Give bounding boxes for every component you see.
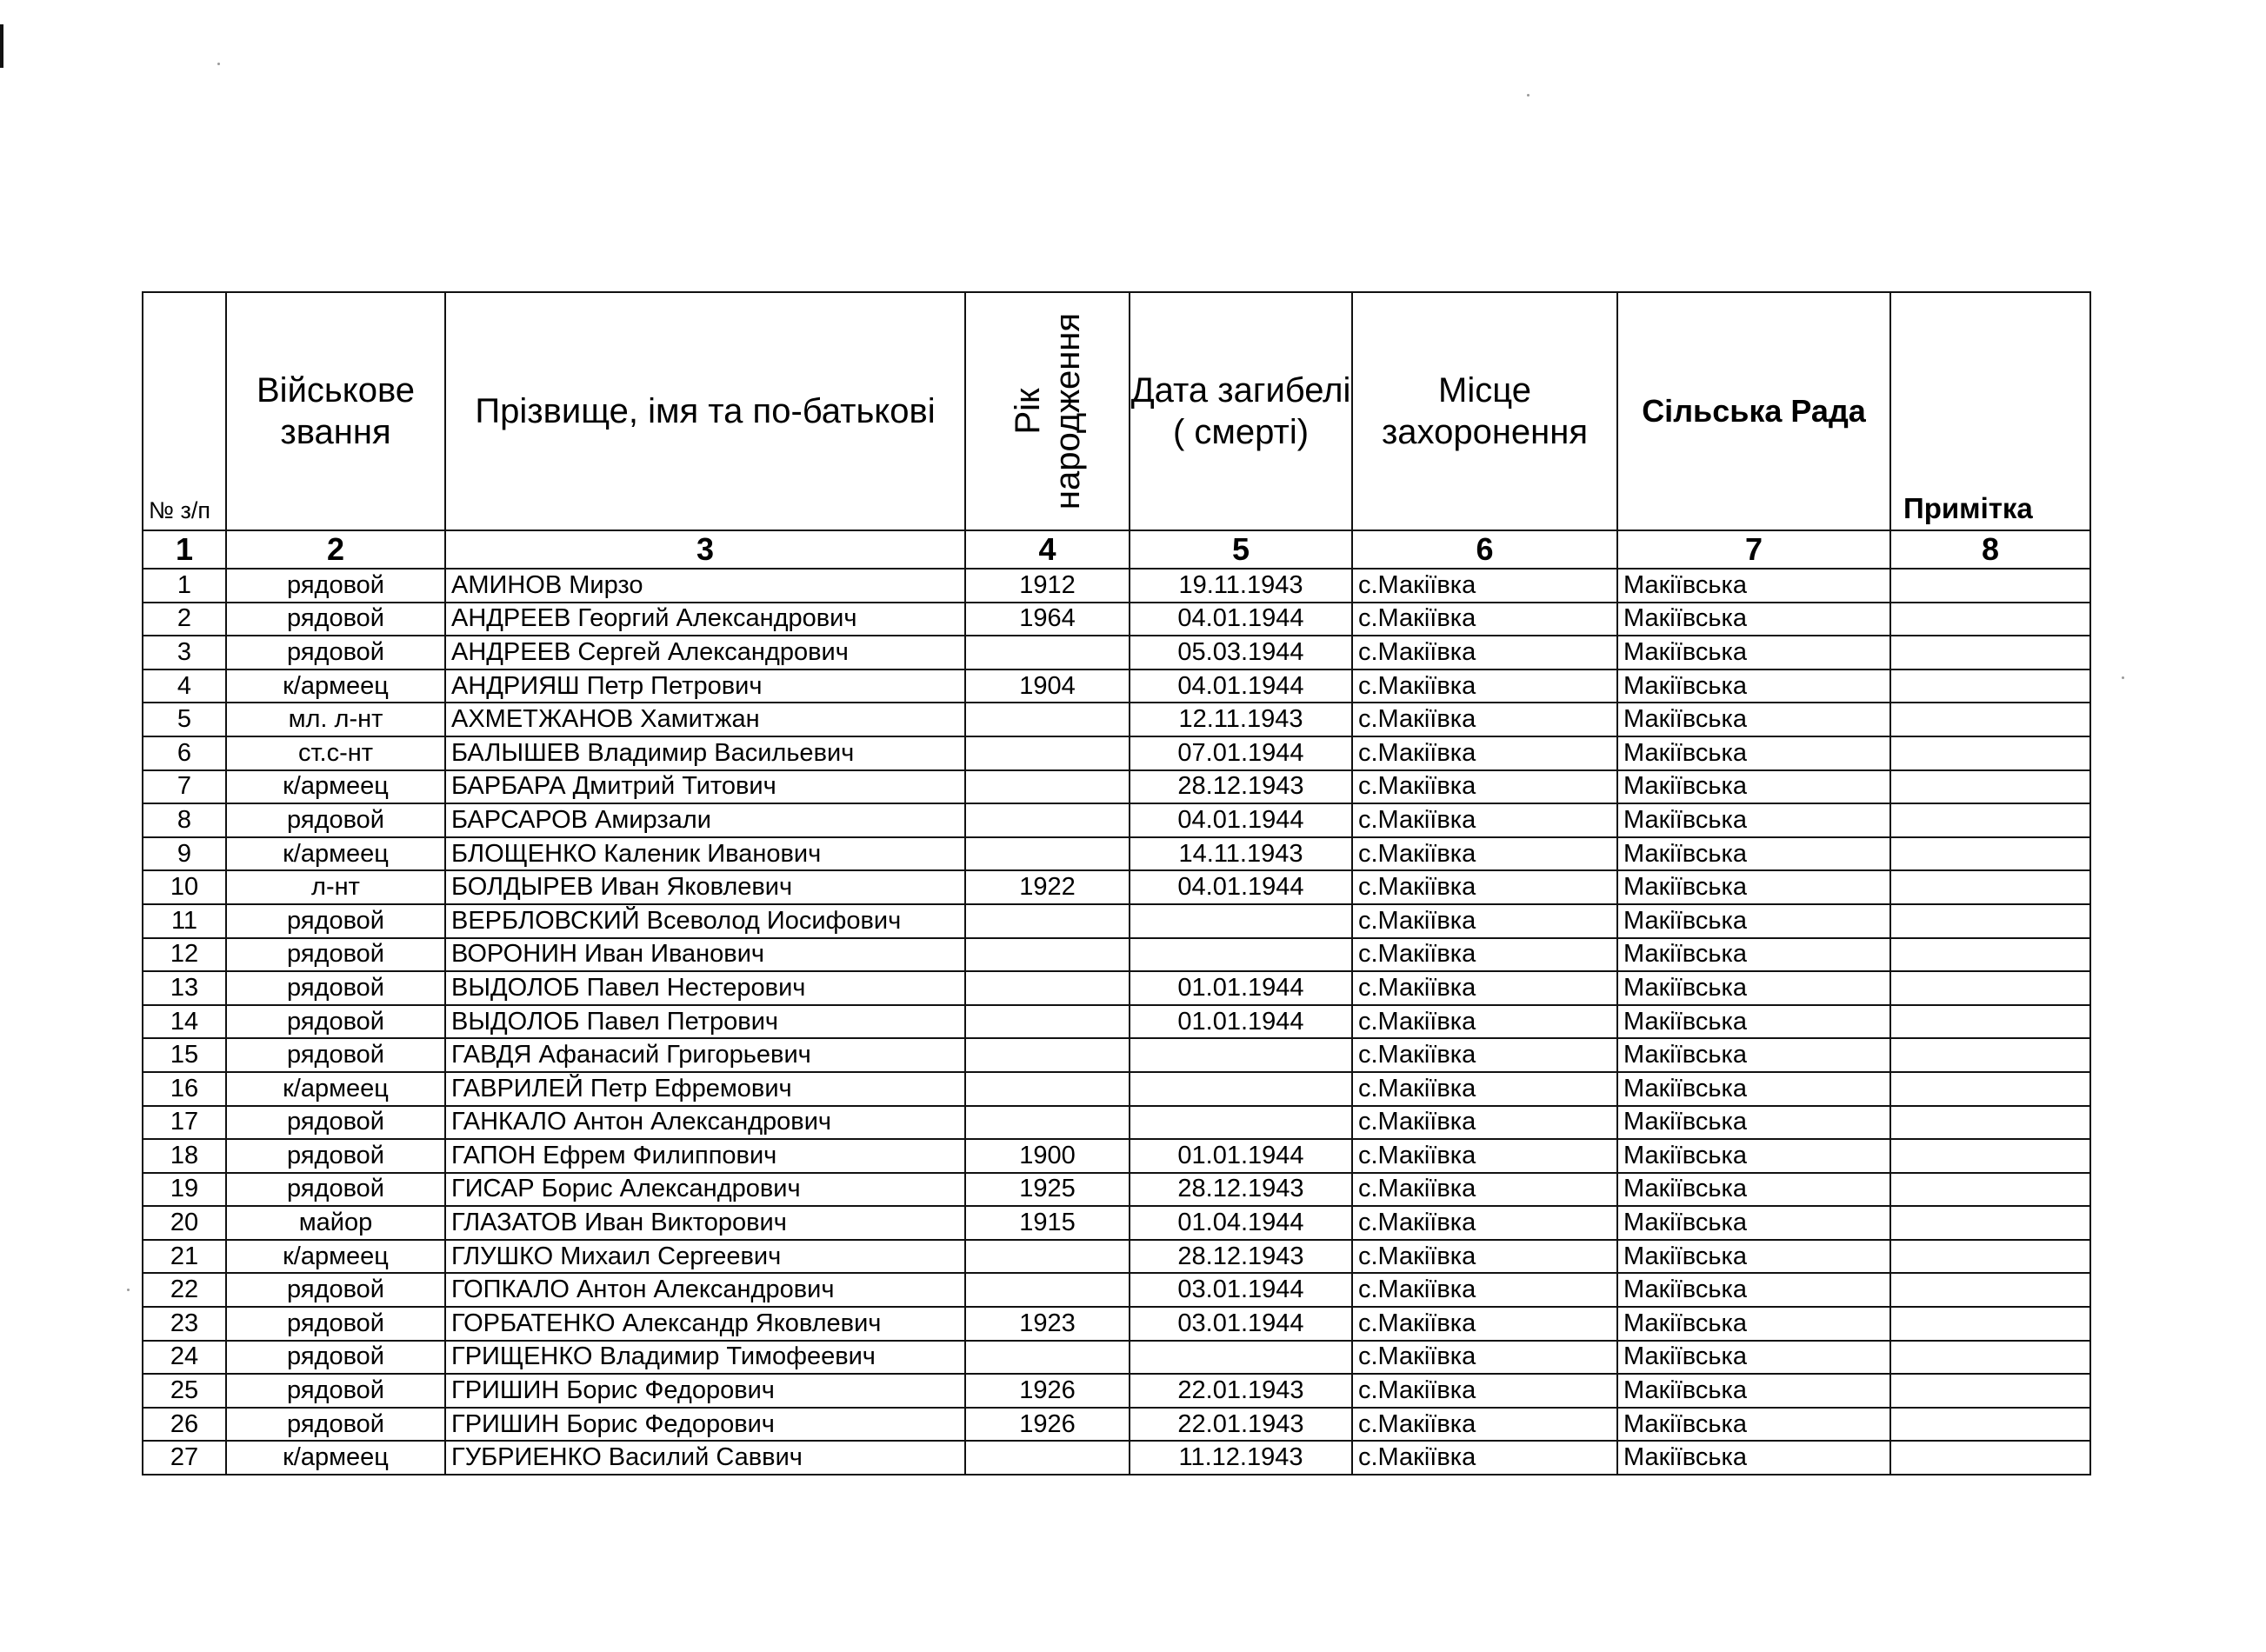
birth-year-cell: 1926 bbox=[965, 1374, 1130, 1408]
rank-cell: рядовой bbox=[226, 1307, 445, 1341]
table-row bbox=[143, 1005, 2090, 1039]
rank-cell: рядовой bbox=[226, 971, 445, 1005]
burial-place-cell: с.Макіївка bbox=[1352, 770, 1617, 804]
burial-place-cell: с.Макіївка bbox=[1352, 736, 1617, 770]
death-date-cell bbox=[1130, 1038, 1352, 1072]
birth-year-cell bbox=[965, 1005, 1130, 1039]
village-council-cell: Макіївська bbox=[1617, 603, 1890, 636]
note-cell bbox=[1890, 603, 2090, 636]
village-council-cell: Макіївська bbox=[1617, 770, 1890, 804]
row-number: 8 bbox=[143, 803, 226, 837]
birth-year-cell: 1915 bbox=[965, 1206, 1130, 1240]
birth-year-cell bbox=[965, 1038, 1130, 1072]
village-council-cell: Макіївська bbox=[1617, 1106, 1890, 1140]
rank-cell: к/армеец bbox=[226, 770, 445, 804]
birth-year-cell: 1904 bbox=[965, 669, 1130, 703]
rank-cell: рядовой bbox=[226, 1038, 445, 1072]
row-number: 2 bbox=[143, 603, 226, 636]
village-council-cell: Макіївська bbox=[1617, 904, 1890, 938]
burial-place-cell: с.Макіївка bbox=[1352, 1106, 1617, 1140]
table-row bbox=[143, 1240, 2090, 1274]
birth-year-cell bbox=[965, 1240, 1130, 1274]
table-row bbox=[143, 803, 2090, 837]
birth-year-cell bbox=[965, 1441, 1130, 1475]
row-number: 11 bbox=[143, 904, 226, 938]
birth-year-cell: 1912 bbox=[965, 569, 1130, 603]
row-number: 3 bbox=[143, 636, 226, 669]
full-name-cell: ВЫДОЛОБ Павел Нестерович bbox=[445, 971, 965, 1005]
note-cell bbox=[1890, 904, 2090, 938]
row-number: 24 bbox=[143, 1341, 226, 1375]
death-date-cell: 04.01.1944 bbox=[1130, 603, 1352, 636]
table-row bbox=[143, 971, 2090, 1005]
note-cell bbox=[1890, 971, 2090, 1005]
death-date-cell: 22.01.1943 bbox=[1130, 1374, 1352, 1408]
scan-speck bbox=[1527, 94, 1530, 97]
row-number: 5 bbox=[143, 703, 226, 736]
note-cell bbox=[1890, 1341, 2090, 1375]
row-number: 21 bbox=[143, 1240, 226, 1274]
row-number: 20 bbox=[143, 1206, 226, 1240]
column-number: 1 bbox=[143, 530, 226, 569]
row-number: 25 bbox=[143, 1374, 226, 1408]
birth-year-cell: 1922 bbox=[965, 870, 1130, 904]
full-name-cell: БОЛДЫРЕВ Иван Яковлевич bbox=[445, 870, 965, 904]
birth-year-cell bbox=[965, 1273, 1130, 1307]
village-council-cell: Макіївська bbox=[1617, 703, 1890, 736]
burial-place-cell: с.Макіївка bbox=[1352, 803, 1617, 837]
table-row bbox=[143, 603, 2090, 636]
row-number: 6 bbox=[143, 736, 226, 770]
birth-year-cell bbox=[965, 904, 1130, 938]
rank-cell: рядовой bbox=[226, 1374, 445, 1408]
burial-place-cell: с.Макіївка bbox=[1352, 1341, 1617, 1375]
full-name-cell: БАЛЫШЕВ Владимир Васильевич bbox=[445, 736, 965, 770]
row-number: 13 bbox=[143, 971, 226, 1005]
village-council-cell: Макіївська bbox=[1617, 837, 1890, 871]
note-cell bbox=[1890, 1106, 2090, 1140]
full-name-cell: БАРБАРА Дмитрий Титович bbox=[445, 770, 965, 804]
village-council-cell: Макіївська bbox=[1617, 636, 1890, 669]
note-cell bbox=[1890, 1072, 2090, 1106]
burial-place-cell: с.Макіївка bbox=[1352, 1408, 1617, 1442]
row-number: 4 bbox=[143, 669, 226, 703]
full-name-cell: ГУБРИЕНКО Василий Саввич bbox=[445, 1441, 965, 1475]
row-number: 23 bbox=[143, 1307, 226, 1341]
column-number: 5 bbox=[1130, 530, 1352, 569]
header-birth-year bbox=[965, 292, 1130, 530]
rank-cell: рядовой bbox=[226, 1408, 445, 1442]
full-name-cell: ГАВДЯ Афанасий Григорьевич bbox=[445, 1038, 965, 1072]
death-date-cell: 14.11.1943 bbox=[1130, 837, 1352, 871]
scan-speck bbox=[127, 1289, 130, 1291]
row-number: 22 bbox=[143, 1273, 226, 1307]
death-date-cell bbox=[1130, 938, 1352, 972]
full-name-cell: ГАПОН Ефрем Филиппович bbox=[445, 1139, 965, 1173]
table-row bbox=[143, 837, 2090, 871]
death-date-cell: 28.12.1943 bbox=[1130, 1173, 1352, 1207]
village-council-cell: Макіївська bbox=[1617, 1139, 1890, 1173]
full-name-cell: ВЫДОЛОБ Павел Петрович bbox=[445, 1005, 965, 1039]
birth-year-cell: 1964 bbox=[965, 603, 1130, 636]
header-full-name: Прізвище, імя та по-батькові bbox=[445, 292, 965, 530]
column-number: 7 bbox=[1617, 530, 1890, 569]
village-council-cell: Макіївська bbox=[1617, 1341, 1890, 1375]
row-number: 27 bbox=[143, 1441, 226, 1475]
village-council-cell: Макіївська bbox=[1617, 803, 1890, 837]
scan-speck bbox=[2122, 676, 2124, 679]
column-number: 8 bbox=[1890, 530, 2090, 569]
burial-place-cell: с.Макіївка bbox=[1352, 1206, 1617, 1240]
table-row bbox=[143, 904, 2090, 938]
rank-cell: мл. л-нт bbox=[226, 703, 445, 736]
rank-cell: к/армеец bbox=[226, 1240, 445, 1274]
burial-place-cell: с.Макіївка bbox=[1352, 904, 1617, 938]
header-birth-year-label: Рік народження bbox=[1008, 312, 1087, 510]
birth-year-cell bbox=[965, 1106, 1130, 1140]
table-row bbox=[143, 1441, 2090, 1475]
birth-year-cell bbox=[965, 837, 1130, 871]
table-row bbox=[143, 636, 2090, 669]
village-council-cell: Макіївська bbox=[1617, 1038, 1890, 1072]
row-number: 9 bbox=[143, 837, 226, 871]
rank-cell: к/армеец bbox=[226, 1072, 445, 1106]
note-cell bbox=[1890, 837, 2090, 871]
death-date-cell bbox=[1130, 1106, 1352, 1140]
rank-cell: ст.с-нт bbox=[226, 736, 445, 770]
row-number: 19 bbox=[143, 1173, 226, 1207]
header-note: Примітка bbox=[1890, 292, 2090, 530]
full-name-cell: ГАНКАЛО Антон Александрович bbox=[445, 1106, 965, 1140]
death-date-cell: 04.01.1944 bbox=[1130, 870, 1352, 904]
full-name-cell: ГРИШИН Борис Федорович bbox=[445, 1408, 965, 1442]
death-date-cell: 03.01.1944 bbox=[1130, 1273, 1352, 1307]
full-name-cell: ВЕРБЛОВСКИЙ Всеволод Иосифович bbox=[445, 904, 965, 938]
note-cell bbox=[1890, 1408, 2090, 1442]
birth-year-cell bbox=[965, 938, 1130, 972]
full-name-cell: БАРСАРОВ Амирзали bbox=[445, 803, 965, 837]
birth-year-cell bbox=[965, 971, 1130, 1005]
village-council-cell: Макіївська bbox=[1617, 1307, 1890, 1341]
note-cell bbox=[1890, 870, 2090, 904]
table-row bbox=[143, 1408, 2090, 1442]
rank-cell: рядовой bbox=[226, 636, 445, 669]
full-name-cell: АНДРИЯШ Петр Петрович bbox=[445, 669, 965, 703]
scan-speck bbox=[217, 63, 220, 65]
row-number: 1 bbox=[143, 569, 226, 603]
full-name-cell: АМИНОВ Мирзо bbox=[445, 569, 965, 603]
birth-year-cell bbox=[965, 736, 1130, 770]
village-council-cell: Макіївська bbox=[1617, 1240, 1890, 1274]
birth-year-cell: 1925 bbox=[965, 1173, 1130, 1207]
column-number: 2 bbox=[226, 530, 445, 569]
header-death-date: Дата загибелі ( смерті) bbox=[1130, 292, 1352, 530]
rank-cell: майор bbox=[226, 1206, 445, 1240]
row-number: 7 bbox=[143, 770, 226, 804]
column-number-row bbox=[143, 530, 2090, 569]
rank-cell: рядовой bbox=[226, 1341, 445, 1375]
rank-cell: л-нт bbox=[226, 870, 445, 904]
death-date-cell: 22.01.1943 bbox=[1130, 1408, 1352, 1442]
row-number: 26 bbox=[143, 1408, 226, 1442]
burial-place-cell: с.Макіївка bbox=[1352, 1038, 1617, 1072]
burial-place-cell: с.Макіївка bbox=[1352, 636, 1617, 669]
burial-place-cell: с.Макіївка bbox=[1352, 1173, 1617, 1207]
rank-cell: к/армеец bbox=[226, 1441, 445, 1475]
village-council-cell: Макіївська bbox=[1617, 1408, 1890, 1442]
village-council-cell: Макіївська bbox=[1617, 1441, 1890, 1475]
rank-cell: рядовой bbox=[226, 904, 445, 938]
death-date-cell: 11.12.1943 bbox=[1130, 1441, 1352, 1475]
rank-cell: рядовой bbox=[226, 1273, 445, 1307]
village-council-cell: Макіївська bbox=[1617, 1273, 1890, 1307]
burial-place-cell: с.Макіївка bbox=[1352, 938, 1617, 972]
full-name-cell: АХМЕТЖАНОВ Хамитжан bbox=[445, 703, 965, 736]
birth-year-cell bbox=[965, 1072, 1130, 1106]
full-name-cell: ВОРОНИН Иван Иванович bbox=[445, 938, 965, 972]
row-number: 14 bbox=[143, 1005, 226, 1039]
burial-place-cell: с.Макіївка bbox=[1352, 1441, 1617, 1475]
table-row bbox=[143, 1273, 2090, 1307]
death-date-cell bbox=[1130, 1072, 1352, 1106]
table-row bbox=[143, 1106, 2090, 1140]
table-row bbox=[143, 703, 2090, 736]
full-name-cell: БЛОЩЕНКО Каленик Иванович bbox=[445, 837, 965, 871]
full-name-cell: ГАВРИЛЕЙ Петр Ефремович bbox=[445, 1072, 965, 1106]
note-cell bbox=[1890, 1374, 2090, 1408]
table-row bbox=[143, 1307, 2090, 1341]
note-cell bbox=[1890, 1005, 2090, 1039]
village-council-cell: Макіївська bbox=[1617, 938, 1890, 972]
burial-place-cell: с.Макіївка bbox=[1352, 1307, 1617, 1341]
column-number: 6 bbox=[1352, 530, 1617, 569]
table-row bbox=[143, 669, 2090, 703]
row-number: 16 bbox=[143, 1072, 226, 1106]
header-rank: Військове звання bbox=[226, 292, 445, 530]
burial-place-cell: с.Макіївка bbox=[1352, 870, 1617, 904]
birth-year-cell bbox=[965, 770, 1130, 804]
full-name-cell: ГОПКАЛО Антон Александрович bbox=[445, 1273, 965, 1307]
note-cell bbox=[1890, 1273, 2090, 1307]
death-date-cell: 28.12.1943 bbox=[1130, 770, 1352, 804]
table-row bbox=[143, 1341, 2090, 1375]
note-cell bbox=[1890, 703, 2090, 736]
note-cell bbox=[1890, 1240, 2090, 1274]
burial-place-cell: с.Макіївка bbox=[1352, 1240, 1617, 1274]
death-date-cell: 03.01.1944 bbox=[1130, 1307, 1352, 1341]
birth-year-cell: 1926 bbox=[965, 1408, 1130, 1442]
full-name-cell: ГИСАР Борис Александрович bbox=[445, 1173, 965, 1207]
death-date-cell: 12.11.1943 bbox=[1130, 703, 1352, 736]
birth-year-cell bbox=[965, 803, 1130, 837]
note-cell bbox=[1890, 938, 2090, 972]
birth-year-cell bbox=[965, 703, 1130, 736]
full-name-cell: ГОРБАТЕНКО Александр Яковлевич bbox=[445, 1307, 965, 1341]
death-date-cell bbox=[1130, 904, 1352, 938]
note-cell bbox=[1890, 770, 2090, 804]
burial-place-cell: с.Макіївка bbox=[1352, 1072, 1617, 1106]
header-row bbox=[143, 292, 2090, 530]
note-cell bbox=[1890, 1307, 2090, 1341]
full-name-cell: АНДРЕЕВ Сергей Александрович bbox=[445, 636, 965, 669]
death-date-cell: 04.01.1944 bbox=[1130, 803, 1352, 837]
death-date-cell: 01.01.1944 bbox=[1130, 1139, 1352, 1173]
column-number: 4 bbox=[965, 530, 1130, 569]
table-row bbox=[143, 1139, 2090, 1173]
village-council-cell: Макіївська bbox=[1617, 669, 1890, 703]
burial-place-cell: с.Макіївка bbox=[1352, 971, 1617, 1005]
note-cell bbox=[1890, 569, 2090, 603]
note-cell bbox=[1890, 736, 2090, 770]
table-row bbox=[143, 1038, 2090, 1072]
table-row bbox=[143, 1206, 2090, 1240]
full-name-cell: ГРИШИН Борис Федорович bbox=[445, 1374, 965, 1408]
rank-cell: к/армеец bbox=[226, 837, 445, 871]
burial-place-cell: с.Макіївка bbox=[1352, 703, 1617, 736]
death-date-cell bbox=[1130, 1341, 1352, 1375]
burial-place-cell: с.Макіївка bbox=[1352, 1005, 1617, 1039]
table-row bbox=[143, 1072, 2090, 1106]
header-village-council: Сільська Рада bbox=[1617, 292, 1890, 530]
village-council-cell: Макіївська bbox=[1617, 1005, 1890, 1039]
row-number: 18 bbox=[143, 1139, 226, 1173]
column-number: 3 bbox=[445, 530, 965, 569]
village-council-cell: Макіївська bbox=[1617, 1072, 1890, 1106]
burial-place-cell: с.Макіївка bbox=[1352, 1273, 1617, 1307]
birth-year-cell bbox=[965, 1341, 1130, 1375]
burial-place-cell: с.Макіївка bbox=[1352, 669, 1617, 703]
rank-cell: рядовой bbox=[226, 1106, 445, 1140]
burial-registry-table bbox=[142, 291, 2091, 1475]
burial-place-cell: с.Макіївка bbox=[1352, 569, 1617, 603]
table-row bbox=[143, 770, 2090, 804]
birth-year-cell bbox=[965, 636, 1130, 669]
row-number: 15 bbox=[143, 1038, 226, 1072]
village-council-cell: Макіївська bbox=[1617, 971, 1890, 1005]
burial-place-cell: с.Макіївка bbox=[1352, 1139, 1617, 1173]
rank-cell: рядовой bbox=[226, 1139, 445, 1173]
rank-cell: рядовой bbox=[226, 1173, 445, 1207]
birth-year-cell: 1900 bbox=[965, 1139, 1130, 1173]
death-date-cell: 05.03.1944 bbox=[1130, 636, 1352, 669]
header-number: № з/п bbox=[143, 292, 226, 530]
death-date-cell: 19.11.1943 bbox=[1130, 569, 1352, 603]
rank-cell: к/армеец bbox=[226, 669, 445, 703]
row-number: 17 bbox=[143, 1106, 226, 1140]
death-date-cell: 28.12.1943 bbox=[1130, 1240, 1352, 1274]
note-cell bbox=[1890, 1038, 2090, 1072]
rank-cell: рядовой bbox=[226, 603, 445, 636]
full-name-cell: ГРИЩЕНКО Владимир Тимофеевич bbox=[445, 1341, 965, 1375]
table-row bbox=[143, 1374, 2090, 1408]
rank-cell: рядовой bbox=[226, 569, 445, 603]
table-row bbox=[143, 1173, 2090, 1207]
village-council-cell: Макіївська bbox=[1617, 1374, 1890, 1408]
burial-place-cell: с.Макіївка bbox=[1352, 603, 1617, 636]
village-council-cell: Макіївська bbox=[1617, 1206, 1890, 1240]
note-cell bbox=[1890, 636, 2090, 669]
death-date-cell: 07.01.1944 bbox=[1130, 736, 1352, 770]
village-council-cell: Макіївська bbox=[1617, 736, 1890, 770]
full-name-cell: ГЛАЗАТОВ Иван Викторович bbox=[445, 1206, 965, 1240]
header-burial-place: Місце захоронення bbox=[1352, 292, 1617, 530]
row-number: 10 bbox=[143, 870, 226, 904]
death-date-cell: 01.01.1944 bbox=[1130, 971, 1352, 1005]
scan-corner-mark bbox=[0, 24, 3, 68]
table-row bbox=[143, 569, 2090, 603]
death-date-cell: 01.01.1944 bbox=[1130, 1005, 1352, 1039]
burial-place-cell: с.Макіївка bbox=[1352, 837, 1617, 871]
table-row bbox=[143, 736, 2090, 770]
note-cell bbox=[1890, 1206, 2090, 1240]
village-council-cell: Макіївська bbox=[1617, 870, 1890, 904]
note-cell bbox=[1890, 1441, 2090, 1475]
note-cell bbox=[1890, 1139, 2090, 1173]
village-council-cell: Макіївська bbox=[1617, 569, 1890, 603]
rank-cell: рядовой bbox=[226, 803, 445, 837]
full-name-cell: ГЛУШКО Михаил Сергеевич bbox=[445, 1240, 965, 1274]
village-council-cell: Макіївська bbox=[1617, 1173, 1890, 1207]
burial-place-cell: с.Макіївка bbox=[1352, 1374, 1617, 1408]
note-cell bbox=[1890, 1173, 2090, 1207]
full-name-cell: АНДРЕЕВ Георгий Александрович bbox=[445, 603, 965, 636]
table-row bbox=[143, 870, 2090, 904]
note-cell bbox=[1890, 803, 2090, 837]
note-cell bbox=[1890, 669, 2090, 703]
table-row bbox=[143, 938, 2090, 972]
birth-year-cell: 1923 bbox=[965, 1307, 1130, 1341]
death-date-cell: 04.01.1944 bbox=[1130, 669, 1352, 703]
rank-cell: рядовой bbox=[226, 1005, 445, 1039]
row-number: 12 bbox=[143, 938, 226, 972]
death-date-cell: 01.04.1944 bbox=[1130, 1206, 1352, 1240]
rank-cell: рядовой bbox=[226, 938, 445, 972]
